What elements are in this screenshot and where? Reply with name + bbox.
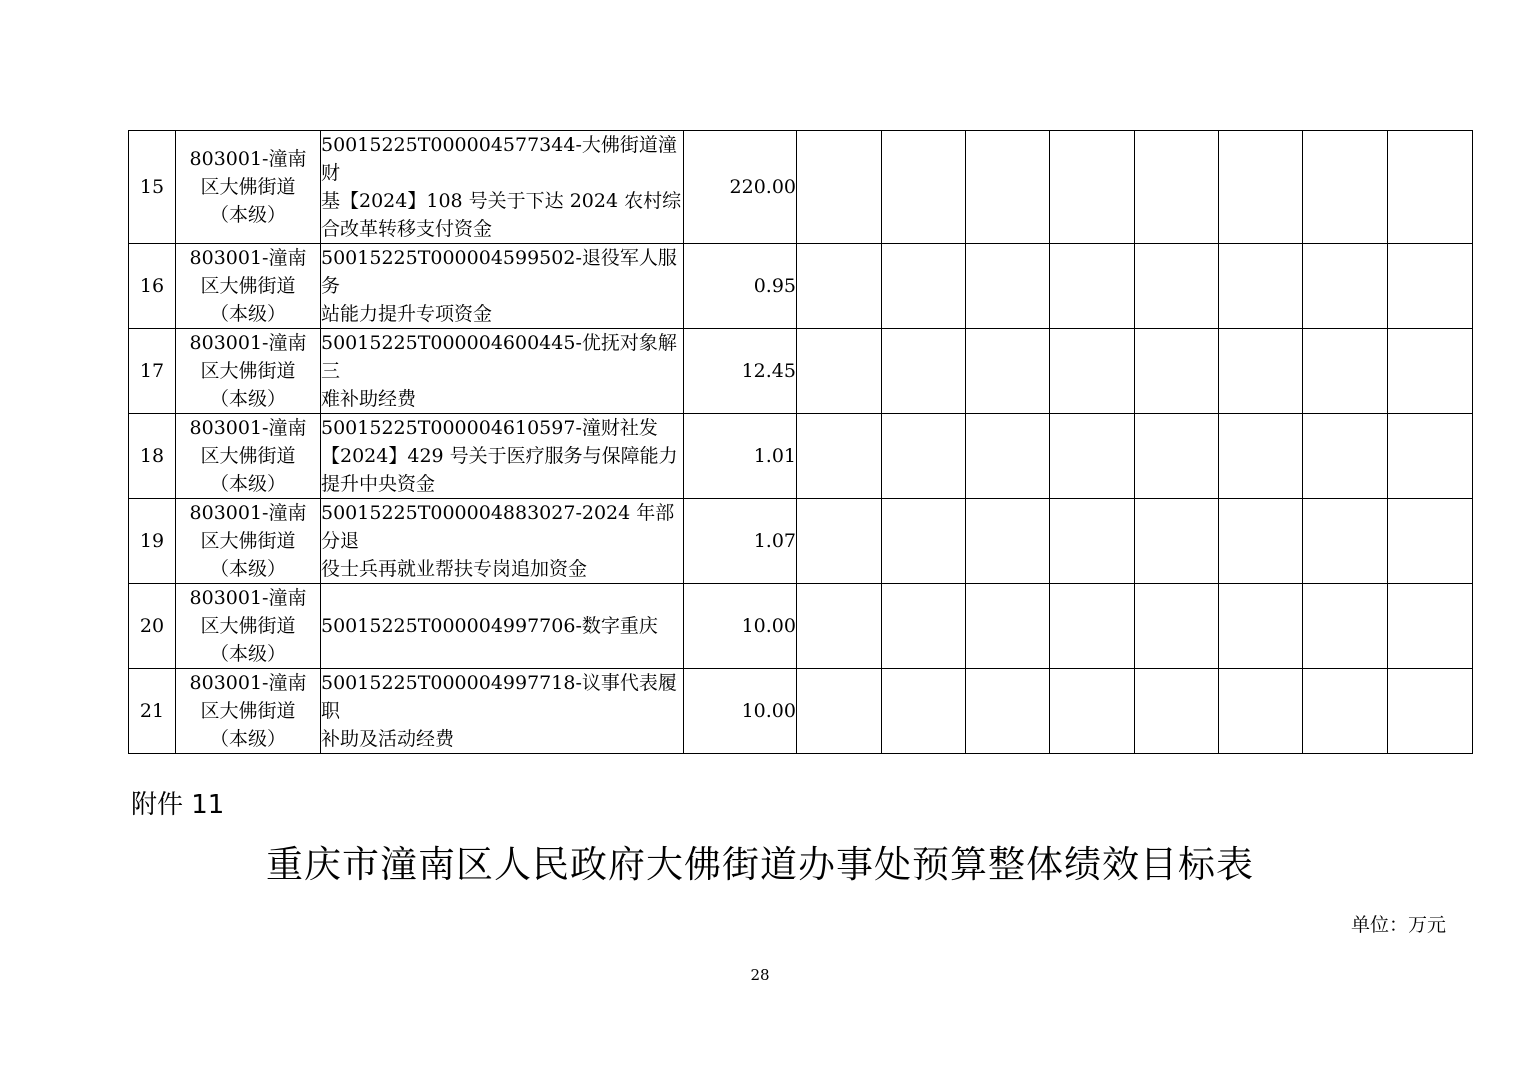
unit-line: （本级） [209, 388, 286, 410]
empty-cell [797, 669, 882, 754]
empty-cell [1050, 499, 1135, 584]
empty-cell [1388, 329, 1473, 414]
unit-line: 区大佛街道 [200, 530, 296, 552]
project-line: 【2024】429 号关于医疗服务与保障能力 [321, 445, 678, 467]
project-line: 补助及活动经费 [321, 728, 455, 750]
budget-table [128, 130, 1473, 754]
empty-cell [882, 244, 966, 329]
row-number: 21 [129, 669, 176, 754]
table-body [129, 131, 1473, 754]
empty-cell [882, 669, 966, 754]
annex-label: 附件 11 [131, 790, 225, 820]
project-line: 提升中央资金 [321, 473, 436, 495]
row-number: 20 [129, 584, 176, 669]
empty-cell [1219, 669, 1303, 754]
empty-cell [966, 131, 1050, 244]
empty-cell [1135, 131, 1219, 244]
empty-cell [1135, 669, 1219, 754]
project-line: 50015225T000004883027-2024 年部分退 [321, 502, 675, 552]
empty-cell [1219, 584, 1303, 669]
unit-cell [176, 414, 321, 499]
table-row [129, 244, 1473, 329]
empty-cell [797, 584, 882, 669]
empty-cell [1303, 669, 1388, 754]
empty-cell [966, 244, 1050, 329]
empty-cell [1050, 414, 1135, 499]
unit-cell [176, 131, 321, 244]
empty-cell [1135, 244, 1219, 329]
project-line: 50015225T000004600445-优抚对象解三 [321, 332, 677, 382]
table-row [129, 131, 1473, 244]
empty-cell [882, 584, 966, 669]
empty-cell [1388, 244, 1473, 329]
empty-cell [1219, 244, 1303, 329]
empty-cell [882, 414, 966, 499]
unit-line: 803001-潼南 [189, 417, 307, 439]
empty-cell [966, 499, 1050, 584]
project-cell [321, 244, 684, 329]
empty-cell [1219, 329, 1303, 414]
empty-cell [797, 131, 882, 244]
empty-cell [797, 329, 882, 414]
page-number: 28 [750, 966, 770, 984]
empty-cell [882, 499, 966, 584]
empty-cell [1388, 414, 1473, 499]
table-row [129, 499, 1473, 584]
empty-cell [1303, 329, 1388, 414]
unit-line: 803001-潼南 [189, 672, 307, 694]
empty-cell [966, 669, 1050, 754]
empty-cell [1135, 584, 1219, 669]
amount-cell: 10.00 [684, 669, 797, 754]
unit-line: 区大佛街道 [200, 360, 296, 382]
empty-cell [966, 414, 1050, 499]
unit-line: 803001-潼南 [189, 332, 307, 354]
empty-cell [1219, 131, 1303, 244]
empty-cell [1135, 414, 1219, 499]
unit-line: 区大佛街道 [200, 445, 296, 467]
amount-cell: 10.00 [684, 584, 797, 669]
empty-cell [1388, 499, 1473, 584]
unit-line: 区大佛街道 [200, 700, 296, 722]
project-cell [321, 499, 684, 584]
project-line: 站能力提升专项资金 [321, 303, 493, 325]
amount-cell: 220.00 [684, 131, 797, 244]
project-cell [321, 131, 684, 244]
empty-cell [1219, 414, 1303, 499]
unit-line: 803001-潼南 [189, 587, 307, 609]
unit-line: 区大佛街道 [200, 176, 296, 198]
table-row [129, 669, 1473, 754]
unit-line: （本级） [209, 204, 286, 226]
unit-label: 单位：万元 [1350, 914, 1446, 936]
unit-cell [176, 584, 321, 669]
empty-cell [1303, 131, 1388, 244]
row-number: 18 [129, 414, 176, 499]
table-row [129, 414, 1473, 499]
unit-line: 区大佛街道 [200, 275, 296, 297]
empty-cell [1135, 329, 1219, 414]
empty-cell [1135, 499, 1219, 584]
empty-cell [1388, 131, 1473, 244]
unit-line: （本级） [209, 473, 286, 495]
unit-line: （本级） [209, 643, 286, 665]
project-cell [321, 414, 684, 499]
empty-cell [1388, 669, 1473, 754]
empty-cell [1303, 244, 1388, 329]
project-cell [321, 329, 684, 414]
project-cell [321, 669, 684, 754]
project-cell [321, 584, 684, 669]
amount-cell: 1.01 [684, 414, 797, 499]
empty-cell [1303, 414, 1388, 499]
unit-cell [176, 669, 321, 754]
empty-cell [797, 414, 882, 499]
project-line: 50015225T000004577344-大佛街道潼财 [321, 134, 677, 184]
unit-cell [176, 329, 321, 414]
empty-cell [1303, 584, 1388, 669]
table-row [129, 584, 1473, 669]
unit-line: 区大佛街道 [200, 615, 296, 637]
empty-cell [1050, 131, 1135, 244]
amount-cell: 12.45 [684, 329, 797, 414]
empty-cell [797, 244, 882, 329]
amount-cell: 1.07 [684, 499, 797, 584]
row-number: 17 [129, 329, 176, 414]
empty-cell [1050, 329, 1135, 414]
empty-cell [966, 329, 1050, 414]
row-number: 16 [129, 244, 176, 329]
project-line: 基【2024】108 号关于下达 2024 农村综 [321, 190, 682, 212]
project-line: 50015225T000004599502-退役军人服务 [321, 247, 677, 297]
amount-cell: 0.95 [684, 244, 797, 329]
empty-cell [1303, 499, 1388, 584]
unit-line: 803001-潼南 [189, 502, 307, 524]
unit-cell [176, 499, 321, 584]
project-line: 50015225T000004997706-数字重庆 [321, 615, 658, 637]
empty-cell [1050, 584, 1135, 669]
project-line: 难补助经费 [321, 388, 417, 410]
row-number: 19 [129, 499, 176, 584]
document-title: 重庆市潼南区人民政府大佛街道办事处预算整体绩效目标表 [266, 843, 1254, 886]
unit-line: （本级） [209, 558, 286, 580]
empty-cell [966, 584, 1050, 669]
unit-cell [176, 244, 321, 329]
unit-line: 803001-潼南 [189, 247, 307, 269]
empty-cell [882, 329, 966, 414]
empty-cell [797, 499, 882, 584]
empty-cell [1388, 584, 1473, 669]
project-line: 50015225T000004610597-潼财社发 [321, 417, 658, 439]
empty-cell [1219, 499, 1303, 584]
project-line: 合改革转移支付资金 [321, 218, 493, 240]
table-row [129, 329, 1473, 414]
empty-cell [882, 131, 966, 244]
empty-cell [1050, 244, 1135, 329]
empty-cell [1050, 669, 1135, 754]
unit-line: 803001-潼南 [189, 148, 307, 170]
unit-line: （本级） [209, 728, 286, 750]
project-line: 50015225T000004997718-议事代表履职 [321, 672, 677, 722]
project-line: 役士兵再就业帮扶专岗追加资金 [321, 558, 588, 580]
unit-line: （本级） [209, 303, 286, 325]
row-number: 15 [129, 131, 176, 244]
